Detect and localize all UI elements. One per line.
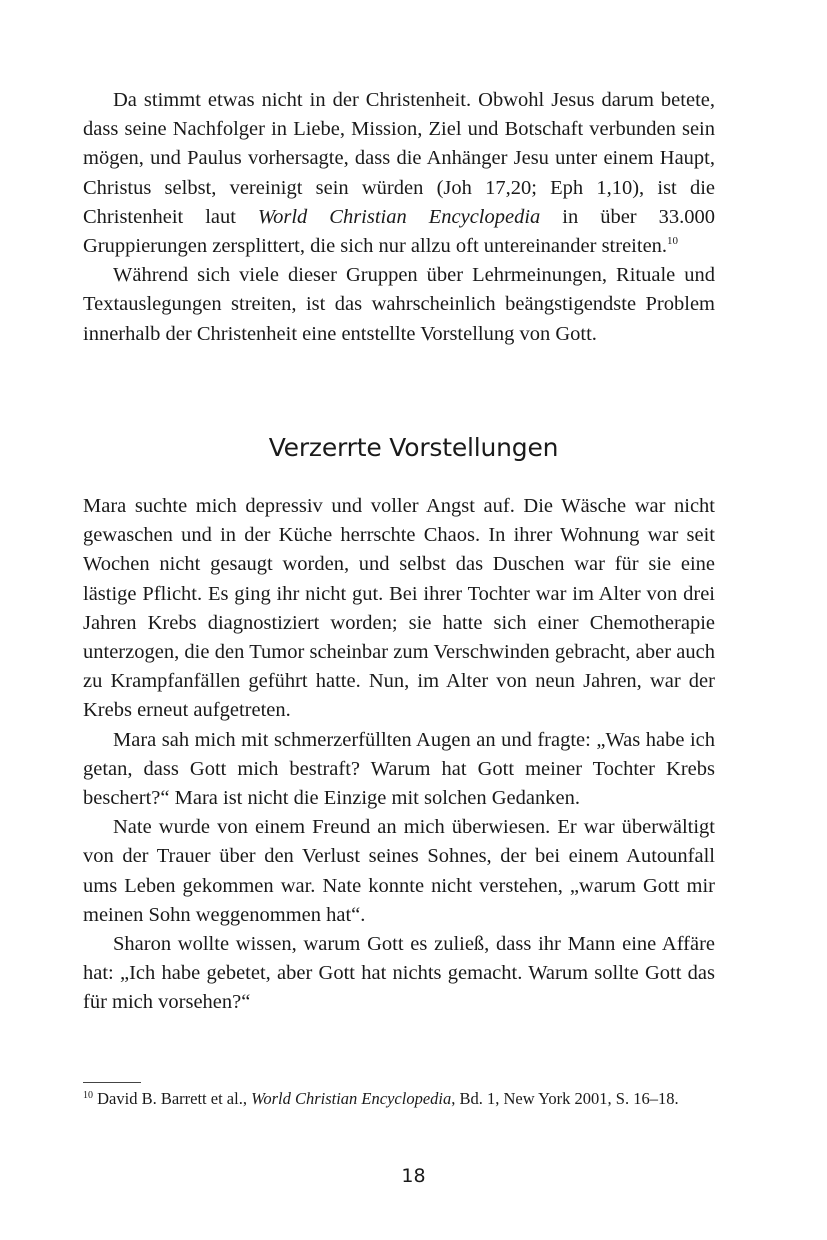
footnote-reference[interactable]: 10 xyxy=(667,235,679,248)
intro-text-block xyxy=(83,86,715,349)
page-number: 18 xyxy=(401,1165,426,1187)
paragraph: Mara sah mich mit schmerzerfüllten Augen an und fragte: „Was habe ich getan, dass Gott mich bestraft? Warum hat Gott meiner Tochter Krebs beschert?“ Mara ist nicht die Einzige mit solchen Gedanken. xyxy=(83,728,715,810)
paragraph: Sharon wollte wissen, warum Gott es zuließ, dass ihr Mann eine Affäre hat: „Ich habe gebetet, aber Gott hat nichts gemacht. Warum sollte Gott das für mich vorsehen?“ xyxy=(83,933,715,1014)
footnote xyxy=(83,1087,731,1110)
section-heading: Verzerrte Vorstellungen xyxy=(268,433,559,462)
paragraph: Mara suchte mich depressiv und voller Angst auf. Die Wäsche war nicht gewaschen und in der Küche herrschte Chaos. In ihrer Wohnung war seit Wochen nicht gesaugt worden, und selbst das Duschen war für sie eine lästige Pflicht. Es ging ihr nicht gut. Bei ihrer Tochter war im Alter von drei Jahren Krebs diagnostiziert worden; sie hatte sich einer Chemotherapie unterzogen, die den Tumor scheinbar zum Verschwinden gebracht, aber auch zu Krampfanfällen geführt hatte. Nun, im Alter von neun Jahren, war der Krebs erneut aufgetreten. xyxy=(83,495,715,722)
paragraph: Nate wurde von einem Freund an mich überwiesen. Er war überwältigt von der Trauer über den Verlust seines Sohnes, der bei einem Autounfall ums Leben gekommen war. Nate konnte nicht verstehen, „warum Gott mir meinen Sohn weggenommen hat“. xyxy=(83,816,715,926)
footnote-title-italic: World Christian Encyclopedia xyxy=(251,1089,452,1108)
footnote-divider xyxy=(83,1082,141,1083)
paragraph-text: in über 33.000 Gruppierungen zersplittert, die sich nur allzu oft untereinander streiten. xyxy=(83,205,715,258)
footnote-text: David B. Barrett et al., xyxy=(97,1089,252,1108)
paragraph xyxy=(83,86,715,261)
section-text-block xyxy=(83,492,715,1018)
footnote-text: , Bd. 1, New York 2001, S. 16–18. xyxy=(451,1089,679,1108)
paragraph-text: Da stimmt etwas nicht in der Christenheit. Obwohl Jesus darum betete, dass seine Nachfolger in Liebe, Mission, Ziel und Botschaft verbunden sein mögen, und Paulus vorhersagte, dass die Anhänger Jesu unter einem Haupt, Christus selbst, vereinigt sein würden (Joh 17,20; Eph 1,10), ist die Christenheit laut xyxy=(83,89,715,228)
footnote-number: 10 xyxy=(83,1090,93,1101)
paragraph: Während sich viele dieser Gruppen über Lehrmeinungen, Rituale und Textauslegungen streiten, ist das wahrscheinlich beängstigendste Problem innerhalb der Christenheit eine entstellte Vorstellung von Gott. xyxy=(83,264,715,345)
book-title-italic: World Christian Encyclopedia xyxy=(257,205,541,228)
